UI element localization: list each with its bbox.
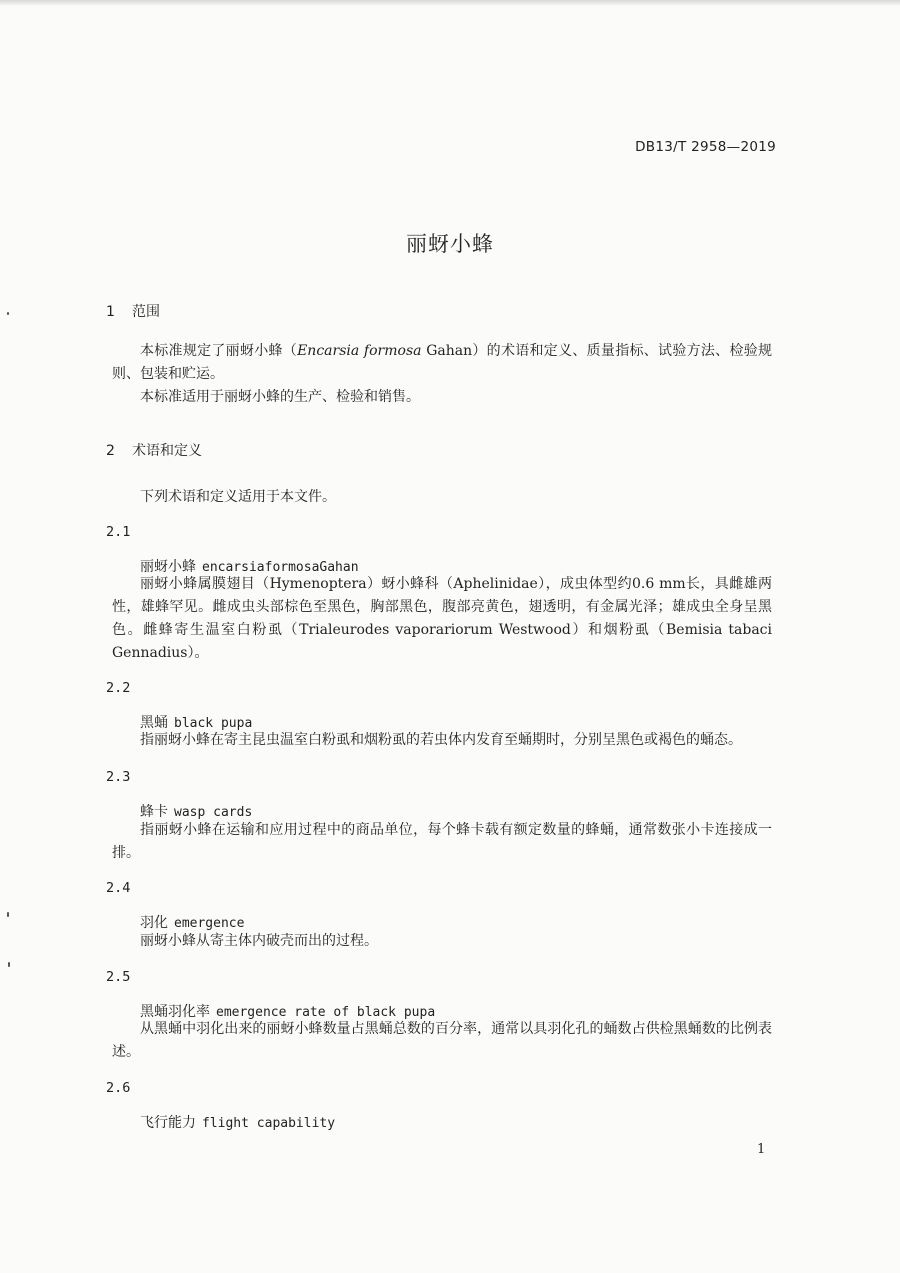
section-number: 2 [106, 443, 115, 459]
term-chinese: 丽蚜小蜂 [140, 559, 196, 575]
species-name: Encarsia formosa [297, 343, 422, 359]
clause-number: 2.5 [106, 969, 131, 985]
clause-number: 2.2 [106, 680, 131, 696]
scan-speck [8, 962, 10, 967]
terms-intro: 下列术语和定义适用于本文件。 [140, 489, 336, 505]
scan-speck [7, 312, 9, 315]
term-entry [140, 912, 244, 932]
document-title: 丽蚜小蜂 [406, 232, 494, 256]
scope-paragraph: 本标准适用于丽蚜小蜂的生产、检验和销售。 [140, 389, 420, 405]
term-definition: 指丽蚜小蜂在运输和应用过程中的商品单位，每个蜂卡载有额定数量的蜂蛹，通常数张小卡连接成一排。 [112, 822, 772, 861]
clause-number: 2.6 [106, 1080, 131, 1096]
scan-speck [7, 912, 9, 917]
term-definition: 指丽蚜小蜂在寄主昆虫温室白粉虱和烟粉虱的若虫体内发育至蛹期时，分别呈黑色或褐色的蛹态。 [140, 732, 742, 748]
term-english: emergence [174, 916, 245, 931]
term-chinese: 飞行能力 [140, 1115, 196, 1131]
standard-code: DB13/T 2958—2019 [635, 139, 776, 155]
clause-number: 2.3 [106, 769, 131, 785]
section-title: 范围 [132, 304, 160, 320]
term-entry [140, 801, 252, 821]
clause-number: 2.1 [106, 524, 131, 540]
clause-number: 2.4 [106, 880, 131, 896]
scan-edge-shadow [0, 0, 900, 6]
section-heading-scope [106, 301, 160, 321]
page-number: 1 [757, 1142, 766, 1157]
section-heading-terms [106, 440, 202, 460]
term-english: emergence rate of black pupa [216, 1005, 436, 1020]
term-english: encarsiaformosaGahan [202, 560, 359, 575]
term-chinese: 蜂卡 [140, 804, 168, 820]
term-definition: 从黑蛹中羽化出来的丽蚜小蜂数量占黑蛹总数的百分率，通常以具羽化孔的蛹数占供检黑蛹数的比例表述。 [112, 1021, 772, 1060]
term-definition: 丽蚜小蜂属膜翅目（Hymenoptera）蚜小蜂科（Aphelinidae），成虫体型约0.6 mm长，具雌雄两性，雄蜂罕见。雌成虫头部棕色至黑色，胸部黑色，腹部亮黄色，翅透明，有金属光泽；雄成虫全身呈黑色。雌蜂寄生温室白粉虱（Trialeurodes vaporariorum Westwood）和烟粉虱（Bemisia tabaci Gennadius）。 [112, 576, 772, 661]
section-title: 术语和定义 [132, 443, 202, 459]
term-chinese: 羽化 [140, 915, 168, 931]
term-english: wasp cards [174, 805, 253, 820]
term-chinese: 黑蛹 [140, 715, 168, 731]
scope-paragraph: 本标准规定了丽蚜小蜂（Encarsia formosa Gahan）的术语和定义、质量指标、试验方法、检验规则、包装和贮运。 [112, 343, 773, 382]
term-english: black pupa [174, 716, 253, 731]
term-entry [140, 1112, 335, 1132]
term-english: flight capability [202, 1116, 336, 1131]
term-chinese: 黑蛹羽化率 [140, 1004, 210, 1020]
section-number: 1 [106, 304, 115, 320]
term-definition: 丽蚜小蜂从寄主体内破壳而出的过程。 [140, 933, 378, 949]
